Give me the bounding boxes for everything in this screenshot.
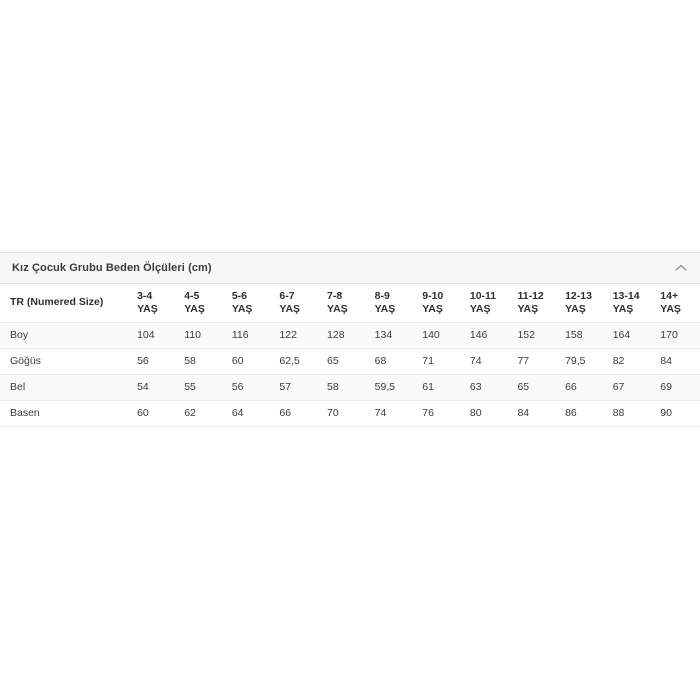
- cell-value: 55: [176, 374, 224, 400]
- cell-value: 128: [319, 322, 367, 348]
- cell-value: 61: [414, 374, 462, 400]
- cell-value: 66: [271, 400, 319, 426]
- cell-value: 60: [129, 400, 177, 426]
- cell-value: 86: [557, 400, 605, 426]
- column-header-size: [129, 284, 177, 322]
- size-range: 7-8: [327, 289, 343, 302]
- column-header-row-label: TR (Numered Size): [0, 284, 129, 322]
- size-unit: YAŞ: [565, 302, 586, 315]
- size-measurements-table: [0, 284, 700, 427]
- cell-value: 158: [557, 322, 605, 348]
- size-unit: YAŞ: [184, 302, 205, 315]
- size-range: 12-13: [565, 289, 592, 302]
- column-header-size: [367, 284, 415, 322]
- size-unit: YAŞ: [517, 302, 539, 315]
- column-header-size: [652, 284, 700, 322]
- cell-value: 60: [224, 348, 272, 374]
- column-header-size: [224, 284, 272, 322]
- size-range: 6-7: [279, 289, 295, 302]
- cell-value: 62,5: [271, 348, 319, 374]
- cell-value: 58: [319, 374, 367, 400]
- cell-value: 110: [176, 322, 224, 348]
- cell-value: 74: [462, 348, 510, 374]
- size-unit: YAŞ: [231, 302, 253, 315]
- row-label: Boy: [0, 322, 129, 348]
- cell-value: 170: [652, 322, 700, 348]
- table-row: [0, 348, 700, 374]
- cell-value: 104: [129, 322, 177, 348]
- cell-value: 116: [224, 322, 272, 348]
- page-title: Kız Çocuk Grubu Beden Ölçüleri (cm): [12, 262, 212, 274]
- cell-value: 69: [652, 374, 700, 400]
- size-unit: YAŞ: [660, 302, 681, 315]
- cell-value: 122: [271, 322, 319, 348]
- cell-value: 68: [367, 348, 415, 374]
- column-header-size: [414, 284, 462, 322]
- size-range: 8-9: [374, 289, 390, 302]
- cell-value: 80: [462, 400, 510, 426]
- row-label: Göğüs: [0, 348, 129, 374]
- column-header-size: [509, 284, 557, 322]
- cell-value: 84: [509, 400, 557, 426]
- cell-value: 71: [414, 348, 462, 374]
- column-header-size: [176, 284, 224, 322]
- size-chart-header[interactable]: [0, 252, 700, 284]
- cell-value: 79,5: [557, 348, 605, 374]
- cell-value: 74: [367, 400, 415, 426]
- cell-value: 56: [224, 374, 272, 400]
- cell-value: 67: [605, 374, 653, 400]
- cell-value: 66: [557, 374, 605, 400]
- column-header-size: [557, 284, 605, 322]
- column-header-size: [319, 284, 367, 322]
- size-range: 11-12: [517, 289, 544, 302]
- cell-value: 64: [224, 400, 272, 426]
- chevron-up-icon[interactable]: [674, 261, 688, 275]
- cell-value: 77: [509, 348, 557, 374]
- cell-value: 57: [271, 374, 319, 400]
- table-header-row: [0, 284, 700, 322]
- row-label: Bel: [0, 374, 129, 400]
- row-label: Basen: [0, 400, 129, 426]
- cell-value: 84: [652, 348, 700, 374]
- size-chart-panel: [0, 252, 700, 427]
- size-unit: YAŞ: [137, 302, 158, 315]
- size-unit: YAŞ: [469, 302, 491, 315]
- column-header-size: [271, 284, 319, 322]
- table-row: [0, 400, 700, 426]
- size-unit: YAŞ: [327, 302, 348, 315]
- cell-value: 54: [129, 374, 177, 400]
- cell-value: 56: [129, 348, 177, 374]
- cell-value: 146: [462, 322, 510, 348]
- table-row: [0, 374, 700, 400]
- cell-value: 82: [605, 348, 653, 374]
- cell-value: 58: [176, 348, 224, 374]
- column-header-size: [462, 284, 510, 322]
- size-range: 10-11: [469, 289, 497, 302]
- size-range: 13-14: [612, 289, 640, 302]
- cell-value: 65: [319, 348, 367, 374]
- column-header-size: [605, 284, 653, 322]
- size-unit: YAŞ: [612, 302, 634, 315]
- cell-value: 140: [414, 322, 462, 348]
- table-row: [0, 322, 700, 348]
- size-unit: YAŞ: [279, 302, 301, 315]
- cell-value: 70: [319, 400, 367, 426]
- cell-value: 63: [462, 374, 510, 400]
- cell-value: 90: [652, 400, 700, 426]
- size-unit: YAŞ: [422, 302, 443, 315]
- size-range: 5-6: [231, 289, 247, 302]
- cell-value: 134: [367, 322, 415, 348]
- size-range: 4-5: [184, 289, 200, 302]
- cell-value: 88: [605, 400, 653, 426]
- cell-value: 152: [509, 322, 557, 348]
- cell-value: 76: [414, 400, 462, 426]
- cell-value: 62: [176, 400, 224, 426]
- size-unit: YAŞ: [374, 302, 396, 315]
- cell-value: 59,5: [367, 374, 415, 400]
- cell-value: 164: [605, 322, 653, 348]
- size-range: 9-10: [422, 289, 444, 302]
- size-range: 14+: [660, 289, 679, 302]
- cell-value: 65: [509, 374, 557, 400]
- size-range: 3-4: [137, 289, 153, 302]
